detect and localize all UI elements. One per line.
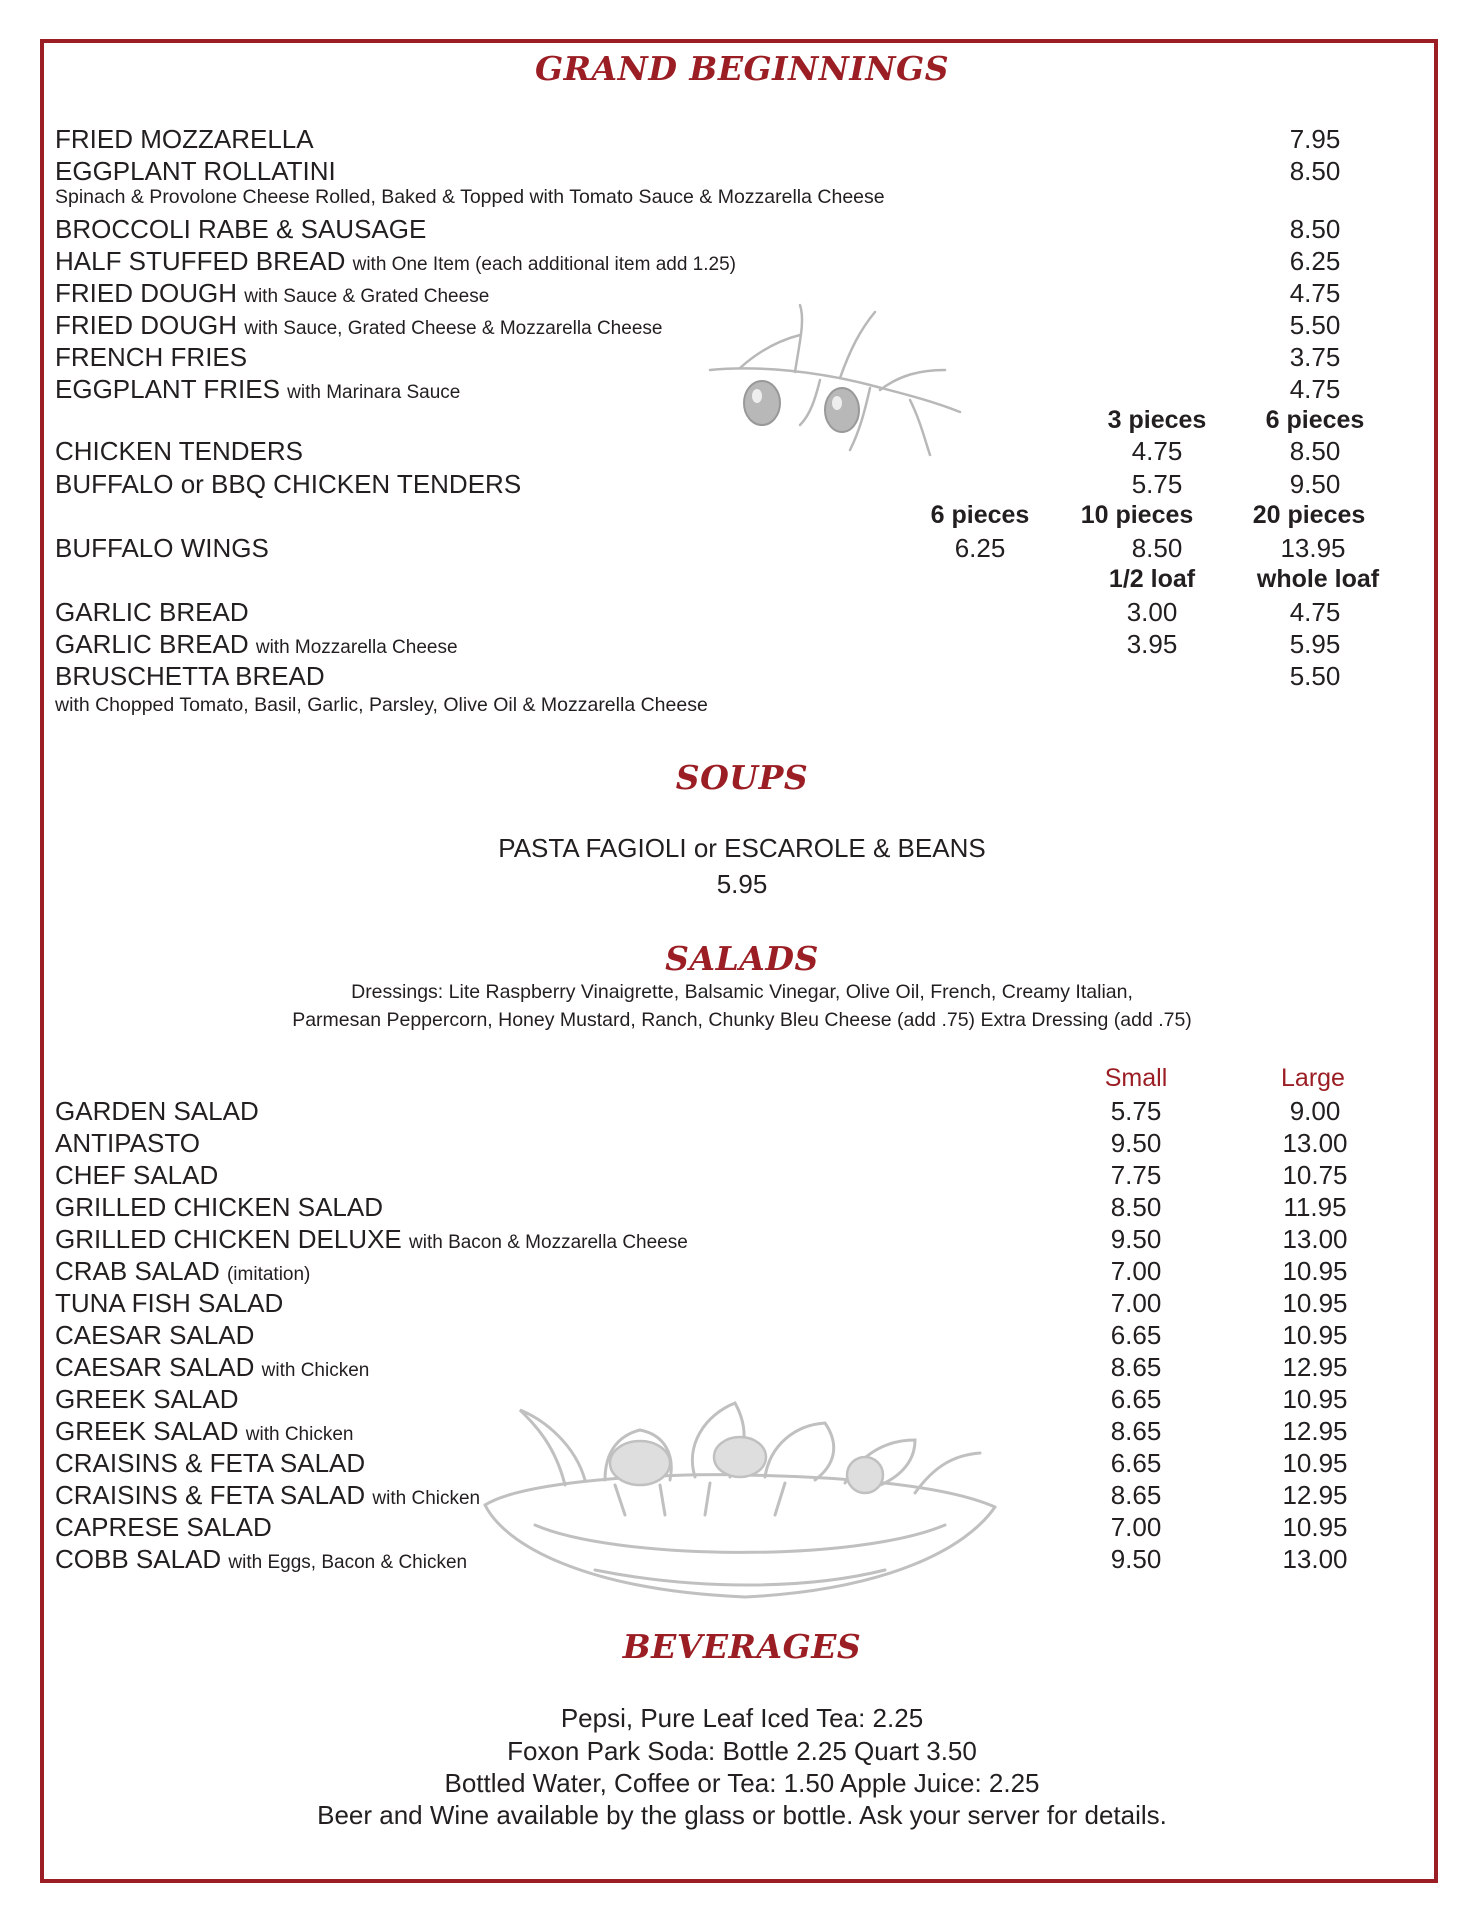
item-price-large: 13.00 — [1282, 1224, 1348, 1254]
item-price-half-loaf: 3.95 — [1126, 629, 1178, 659]
item-price-whole-loaf: 4.75 — [1289, 597, 1341, 627]
item-price-10-pieces: 8.50 — [1131, 533, 1183, 563]
item-price-small: 7.75 — [1110, 1160, 1162, 1190]
item-price: 8.50 — [1289, 156, 1341, 186]
menu-item — [55, 246, 1435, 278]
wings-header-6-pieces: 6 pieces — [930, 501, 1030, 529]
item-price: 8.50 — [1289, 214, 1341, 244]
item-name: CHEF SALAD — [55, 1160, 219, 1190]
item-price-6-pieces: 9.50 — [1289, 469, 1341, 499]
item-name: BROCCOLI RABE & SAUSAGE — [55, 214, 427, 244]
item-price-small: 7.00 — [1110, 1256, 1162, 1286]
item-price-small: 7.00 — [1110, 1512, 1162, 1542]
beverage-line-3: Bottled Water, Coffee or Tea: 1.50 Apple Juice: 2.25 — [444, 1768, 1040, 1798]
soup-line: PASTA FAGIOLI or ESCAROLE & BEANS — [498, 833, 986, 863]
item-name: FRENCH FRIES — [55, 342, 248, 372]
menu-item — [55, 533, 1435, 565]
section-title-salads: SALADS — [665, 939, 819, 978]
item-price-large: 9.00 — [1289, 1096, 1341, 1126]
item-price: 6.25 — [1289, 246, 1341, 276]
item-price-small: 8.65 — [1110, 1416, 1162, 1446]
item-price: 4.75 — [1289, 278, 1341, 308]
menu-item — [55, 469, 1435, 501]
item-name: CAESAR SALAD with Chicken — [55, 1352, 370, 1382]
item-note: with Eggs, Bacon & Chicken — [228, 1552, 468, 1573]
item-name: TUNA FISH SALAD — [55, 1288, 284, 1318]
item-name: EGGPLANT ROLLATINI — [55, 156, 336, 186]
salad-item — [55, 1160, 1435, 1192]
item-name: GRILLED CHICKEN SALAD — [55, 1192, 383, 1222]
item-name: BUFFALO WINGS — [55, 533, 269, 563]
beverage-line-2: Foxon Park Soda: Bottle 2.25 Quart 3.50 — [507, 1736, 977, 1766]
item-price-6-pieces: 8.50 — [1289, 436, 1341, 466]
item-name: GARLIC BREAD — [55, 597, 249, 627]
item-name: HALF STUFFED BREAD with One Item (each additional item add 1.25) — [55, 246, 736, 276]
item-price-small: 7.00 — [1110, 1288, 1162, 1318]
menu-item — [55, 278, 1435, 310]
item-name: COBB SALAD with Eggs, Bacon & Chicken — [55, 1544, 468, 1574]
salad-item — [55, 1384, 1435, 1416]
item-price-small: 8.50 — [1110, 1192, 1162, 1222]
tenders-header-6-pieces: 6 pieces — [1265, 406, 1365, 434]
item-note: with Chicken — [261, 1360, 370, 1381]
item-price-small: 6.65 — [1110, 1384, 1162, 1414]
item-note: with Sauce, Grated Cheese & Mozzarella Cheese — [244, 318, 663, 339]
item-note: with Bacon & Mozzarella Cheese — [409, 1232, 688, 1253]
menu-item — [55, 156, 1435, 188]
salad-item — [55, 1320, 1435, 1352]
item-price-large: 10.95 — [1282, 1320, 1348, 1350]
item-note: with Chicken — [245, 1424, 354, 1445]
item-name: FRIED MOZZARELLA — [55, 124, 314, 154]
item-price: 5.50 — [1289, 661, 1341, 691]
salad-item — [55, 1288, 1435, 1320]
item-name: CAPRESE SALAD — [55, 1512, 272, 1542]
item-note: with One Item (each additional item add 1.25) — [352, 254, 736, 275]
item-price-large: 10.95 — [1282, 1448, 1348, 1478]
tenders-header-3-pieces: 3 pieces — [1107, 406, 1207, 434]
salad-item — [55, 1416, 1435, 1448]
item-name: CHICKEN TENDERS — [55, 436, 304, 466]
item-price: 7.95 — [1289, 124, 1341, 154]
item-price-large: 13.00 — [1282, 1128, 1348, 1158]
menu-item — [55, 310, 1435, 342]
salad-header-small: Small — [1104, 1064, 1168, 1092]
item-name: GREEK SALAD — [55, 1384, 239, 1414]
item-price-large: 10.95 — [1282, 1288, 1348, 1318]
wings-header-20-pieces: 20 pieces — [1252, 501, 1366, 529]
item-price: 3.75 — [1289, 342, 1341, 372]
salad-item — [55, 1128, 1435, 1160]
menu-item — [55, 342, 1435, 374]
dressings-line-1: Dressings: Lite Raspberry Vinaigrette, Balsamic Vinegar, Olive Oil, French, Creamy Italian, — [351, 981, 1133, 1003]
item-name: CRAISINS & FETA SALAD — [55, 1448, 366, 1478]
salad-item — [55, 1448, 1435, 1480]
salad-item — [55, 1480, 1435, 1512]
item-price-small: 9.50 — [1110, 1224, 1162, 1254]
item-price-large: 12.95 — [1282, 1352, 1348, 1382]
item-price-small: 6.65 — [1110, 1320, 1162, 1350]
item-name: FRIED DOUGH with Sauce & Grated Cheese — [55, 278, 490, 308]
item-name: GARDEN SALAD — [55, 1096, 259, 1126]
menu-item — [55, 374, 1435, 406]
item-price-small: 6.65 — [1110, 1448, 1162, 1478]
dressings-line-2: Parmesan Peppercorn, Honey Mustard, Ranch, Chunky Bleu Cheese (add .75) Extra Dressing (add .75) — [292, 1009, 1192, 1031]
item-name: CAESAR SALAD — [55, 1320, 255, 1350]
item-price-3-pieces: 5.75 — [1131, 469, 1183, 499]
item-price-large: 10.75 — [1282, 1160, 1348, 1190]
item-price-large: 13.00 — [1282, 1544, 1348, 1574]
item-price-large: 10.95 — [1282, 1512, 1348, 1542]
item-price: 5.50 — [1289, 310, 1341, 340]
menu-item — [55, 661, 1435, 693]
item-price-half-loaf: 3.00 — [1126, 597, 1178, 627]
item-note: with Chicken — [372, 1488, 481, 1509]
item-price-3-pieces: 4.75 — [1131, 436, 1183, 466]
beverage-line-4: Beer and Wine available by the glass or bottle. Ask your server for details. — [317, 1800, 1167, 1830]
item-price-20-pieces: 13.95 — [1280, 533, 1346, 563]
menu-item — [55, 214, 1435, 246]
item-price-small: 9.50 — [1110, 1128, 1162, 1158]
item-price-small: 8.65 — [1110, 1352, 1162, 1382]
bread-header-whole-loaf: whole loaf — [1256, 565, 1380, 593]
item-note: with Sauce & Grated Cheese — [244, 286, 490, 307]
bread-header-half-loaf: 1/2 loaf — [1108, 565, 1196, 593]
item-price-large: 12.95 — [1282, 1416, 1348, 1446]
item-name: FRIED DOUGH with Sauce, Grated Cheese & Mozzarella Cheese — [55, 310, 663, 340]
item-price-small: 8.65 — [1110, 1480, 1162, 1510]
item-price: 4.75 — [1289, 374, 1341, 404]
item-price-large: 12.95 — [1282, 1480, 1348, 1510]
item-note: with Marinara Sauce — [287, 382, 461, 403]
salad-item — [55, 1192, 1435, 1224]
menu-item — [55, 124, 1435, 156]
menu-item — [55, 629, 1435, 661]
soup-price: 5.95 — [716, 869, 768, 899]
item-name: BUFFALO or BBQ CHICKEN TENDERS — [55, 469, 522, 499]
item-price-small: 9.50 — [1110, 1544, 1162, 1574]
eggplant-rollatini-description: Spinach & Provolone Cheese Rolled, Baked & Topped with Tomato Sauce & Mozzarella Cheese — [55, 186, 885, 208]
item-name: GRILLED CHICKEN DELUXE with Bacon & Mozzarella Cheese — [55, 1224, 688, 1254]
item-name: EGGPLANT FRIES with Marinara Sauce — [55, 374, 461, 404]
item-price-large: 10.95 — [1282, 1256, 1348, 1286]
salad-header-large: Large — [1281, 1064, 1345, 1092]
item-price-large: 10.95 — [1282, 1384, 1348, 1414]
salad-item — [55, 1256, 1435, 1288]
beverage-line-1: Pepsi, Pure Leaf Iced Tea: 2.25 — [560, 1703, 924, 1733]
section-title-soups: SOUPS — [675, 758, 809, 797]
item-name: CRAISINS & FETA SALAD with Chicken — [55, 1480, 481, 1510]
section-title-grand-beginnings: GRAND BEGINNINGS — [534, 49, 950, 88]
item-name: GREEK SALAD with Chicken — [55, 1416, 354, 1446]
item-note: (imitation) — [226, 1264, 311, 1285]
menu-item — [55, 436, 1435, 468]
item-price-large: 11.95 — [1283, 1192, 1347, 1222]
salad-item — [55, 1096, 1435, 1128]
salad-item — [55, 1352, 1435, 1384]
section-title-beverages: BEVERAGES — [622, 1627, 862, 1666]
salad-item — [55, 1512, 1435, 1544]
item-name: BRUSCHETTA BREAD — [55, 661, 325, 691]
item-name: ANTIPASTO — [55, 1128, 200, 1158]
item-name: GARLIC BREAD with Mozzarella Cheese — [55, 629, 458, 659]
salad-item — [55, 1224, 1435, 1256]
item-price-whole-loaf: 5.95 — [1289, 629, 1341, 659]
salad-item — [55, 1544, 1435, 1576]
item-price-small: 5.75 — [1110, 1096, 1162, 1126]
menu-item — [55, 597, 1435, 629]
wings-header-10-pieces: 10 pieces — [1080, 501, 1194, 529]
bruschetta-description: with Chopped Tomato, Basil, Garlic, Parsley, Olive Oil & Mozzarella Cheese — [55, 694, 708, 716]
item-name: CRAB SALAD (imitation) — [55, 1256, 311, 1286]
item-price-6-pieces: 6.25 — [954, 533, 1006, 563]
